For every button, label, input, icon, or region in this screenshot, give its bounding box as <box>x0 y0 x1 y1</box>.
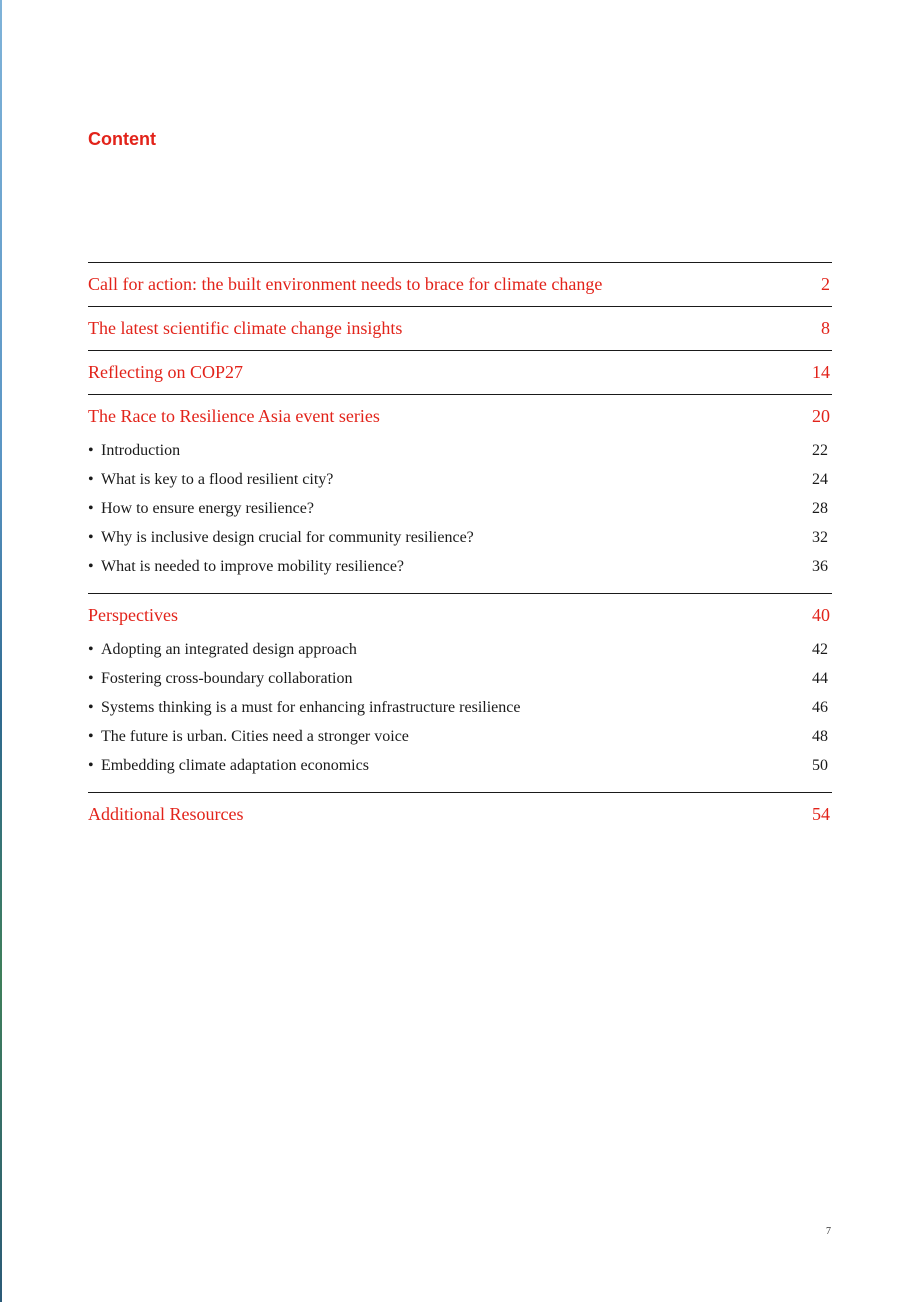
toc-subitem-page: 50 <box>812 756 828 774</box>
toc-section-link[interactable] <box>88 307 832 350</box>
toc-section-page: 2 <box>821 274 830 294</box>
toc-subitem-page: 32 <box>812 528 828 546</box>
toc-section-title: Reflecting on COP27 <box>88 362 243 382</box>
bullet-icon: • <box>88 698 94 716</box>
toc-section-link[interactable] <box>88 793 832 836</box>
toc-section-title: The Race to Resilience Asia event series <box>88 406 380 426</box>
toc-subitem-page: 42 <box>812 640 828 658</box>
toc-section <box>88 306 832 350</box>
toc-subitem-page: 44 <box>812 669 828 687</box>
toc-section-page: 40 <box>812 605 830 625</box>
toc-subitem-page: 36 <box>812 557 828 575</box>
page-edge-strip <box>0 0 2 1302</box>
toc-subitem-title: What is needed to improve mobility resilience? <box>101 557 405 575</box>
toc-subitem-list <box>88 436 832 593</box>
toc-subitem-title: Introduction <box>101 441 181 459</box>
toc-section-link[interactable] <box>88 263 832 306</box>
toc-section-page: 8 <box>821 318 830 338</box>
toc-subitem-title: Adopting an integrated design approach <box>101 640 357 658</box>
bullet-icon: • <box>88 470 94 488</box>
toc-subitem-title: Systems thinking is a must for enhancing infrastructure resilience <box>101 698 521 716</box>
toc-section-link[interactable] <box>88 395 832 438</box>
toc-section-link[interactable] <box>88 351 832 394</box>
toc-subitem-title: How to ensure energy resilience? <box>101 499 314 517</box>
table-of-contents <box>88 262 832 836</box>
toc-section-title: Additional Resources <box>88 804 244 824</box>
toc-section-title: Perspectives <box>88 605 178 625</box>
toc-subitem-link[interactable] <box>88 635 832 664</box>
toc-subitem-link[interactable] <box>88 751 832 780</box>
toc-section-link[interactable] <box>88 594 832 637</box>
toc-section <box>88 593 832 792</box>
bullet-icon: • <box>88 669 94 687</box>
toc-subitem-title: Why is inclusive design crucial for community resilience? <box>101 528 474 546</box>
page-heading: Content <box>88 129 156 149</box>
toc-section <box>88 792 832 836</box>
toc-subitem-page: 48 <box>812 727 828 745</box>
toc-subitem-page: 28 <box>812 499 828 517</box>
toc-section <box>88 350 832 394</box>
toc-subitem-title: What is key to a flood resilient city? <box>101 470 334 488</box>
bullet-icon: • <box>88 557 94 575</box>
bullet-icon: • <box>88 499 94 517</box>
toc-subitem-link[interactable] <box>88 693 832 722</box>
toc-subitem-title: Embedding climate adaptation economics <box>101 756 369 774</box>
toc-subitem-link[interactable] <box>88 494 832 523</box>
toc-section-page: 54 <box>812 804 830 824</box>
toc-subitem-link[interactable] <box>88 436 832 465</box>
toc-subitem-list <box>88 635 832 792</box>
toc-section-page: 14 <box>812 362 830 382</box>
toc-subitem-link[interactable] <box>88 465 832 494</box>
toc-section-title: The latest scientific climate change insights <box>88 318 403 338</box>
bullet-icon: • <box>88 441 94 459</box>
bullet-icon: • <box>88 640 94 658</box>
toc-subitem-link[interactable] <box>88 523 832 552</box>
toc-subitem-page: 22 <box>812 441 828 459</box>
toc-subitem-title: Fostering cross-boundary collaboration <box>101 669 353 687</box>
toc-subitem-link[interactable] <box>88 722 832 751</box>
toc-section-page: 20 <box>812 406 830 426</box>
toc-subitem-page: 46 <box>812 698 828 716</box>
page-number: 7 <box>826 1226 831 1237</box>
toc-subitem-link[interactable] <box>88 664 832 693</box>
toc-subitem-page: 24 <box>812 470 828 488</box>
toc-section <box>88 394 832 593</box>
bullet-icon: • <box>88 528 94 546</box>
bullet-icon: • <box>88 756 94 774</box>
bullet-icon: • <box>88 727 94 745</box>
toc-section-title: Call for action: the built environment needs to brace for climate change <box>88 274 603 294</box>
toc-section <box>88 262 832 306</box>
toc-subitem-title: The future is urban. Cities need a stronger voice <box>101 727 409 745</box>
toc-subitem-link[interactable] <box>88 552 832 581</box>
